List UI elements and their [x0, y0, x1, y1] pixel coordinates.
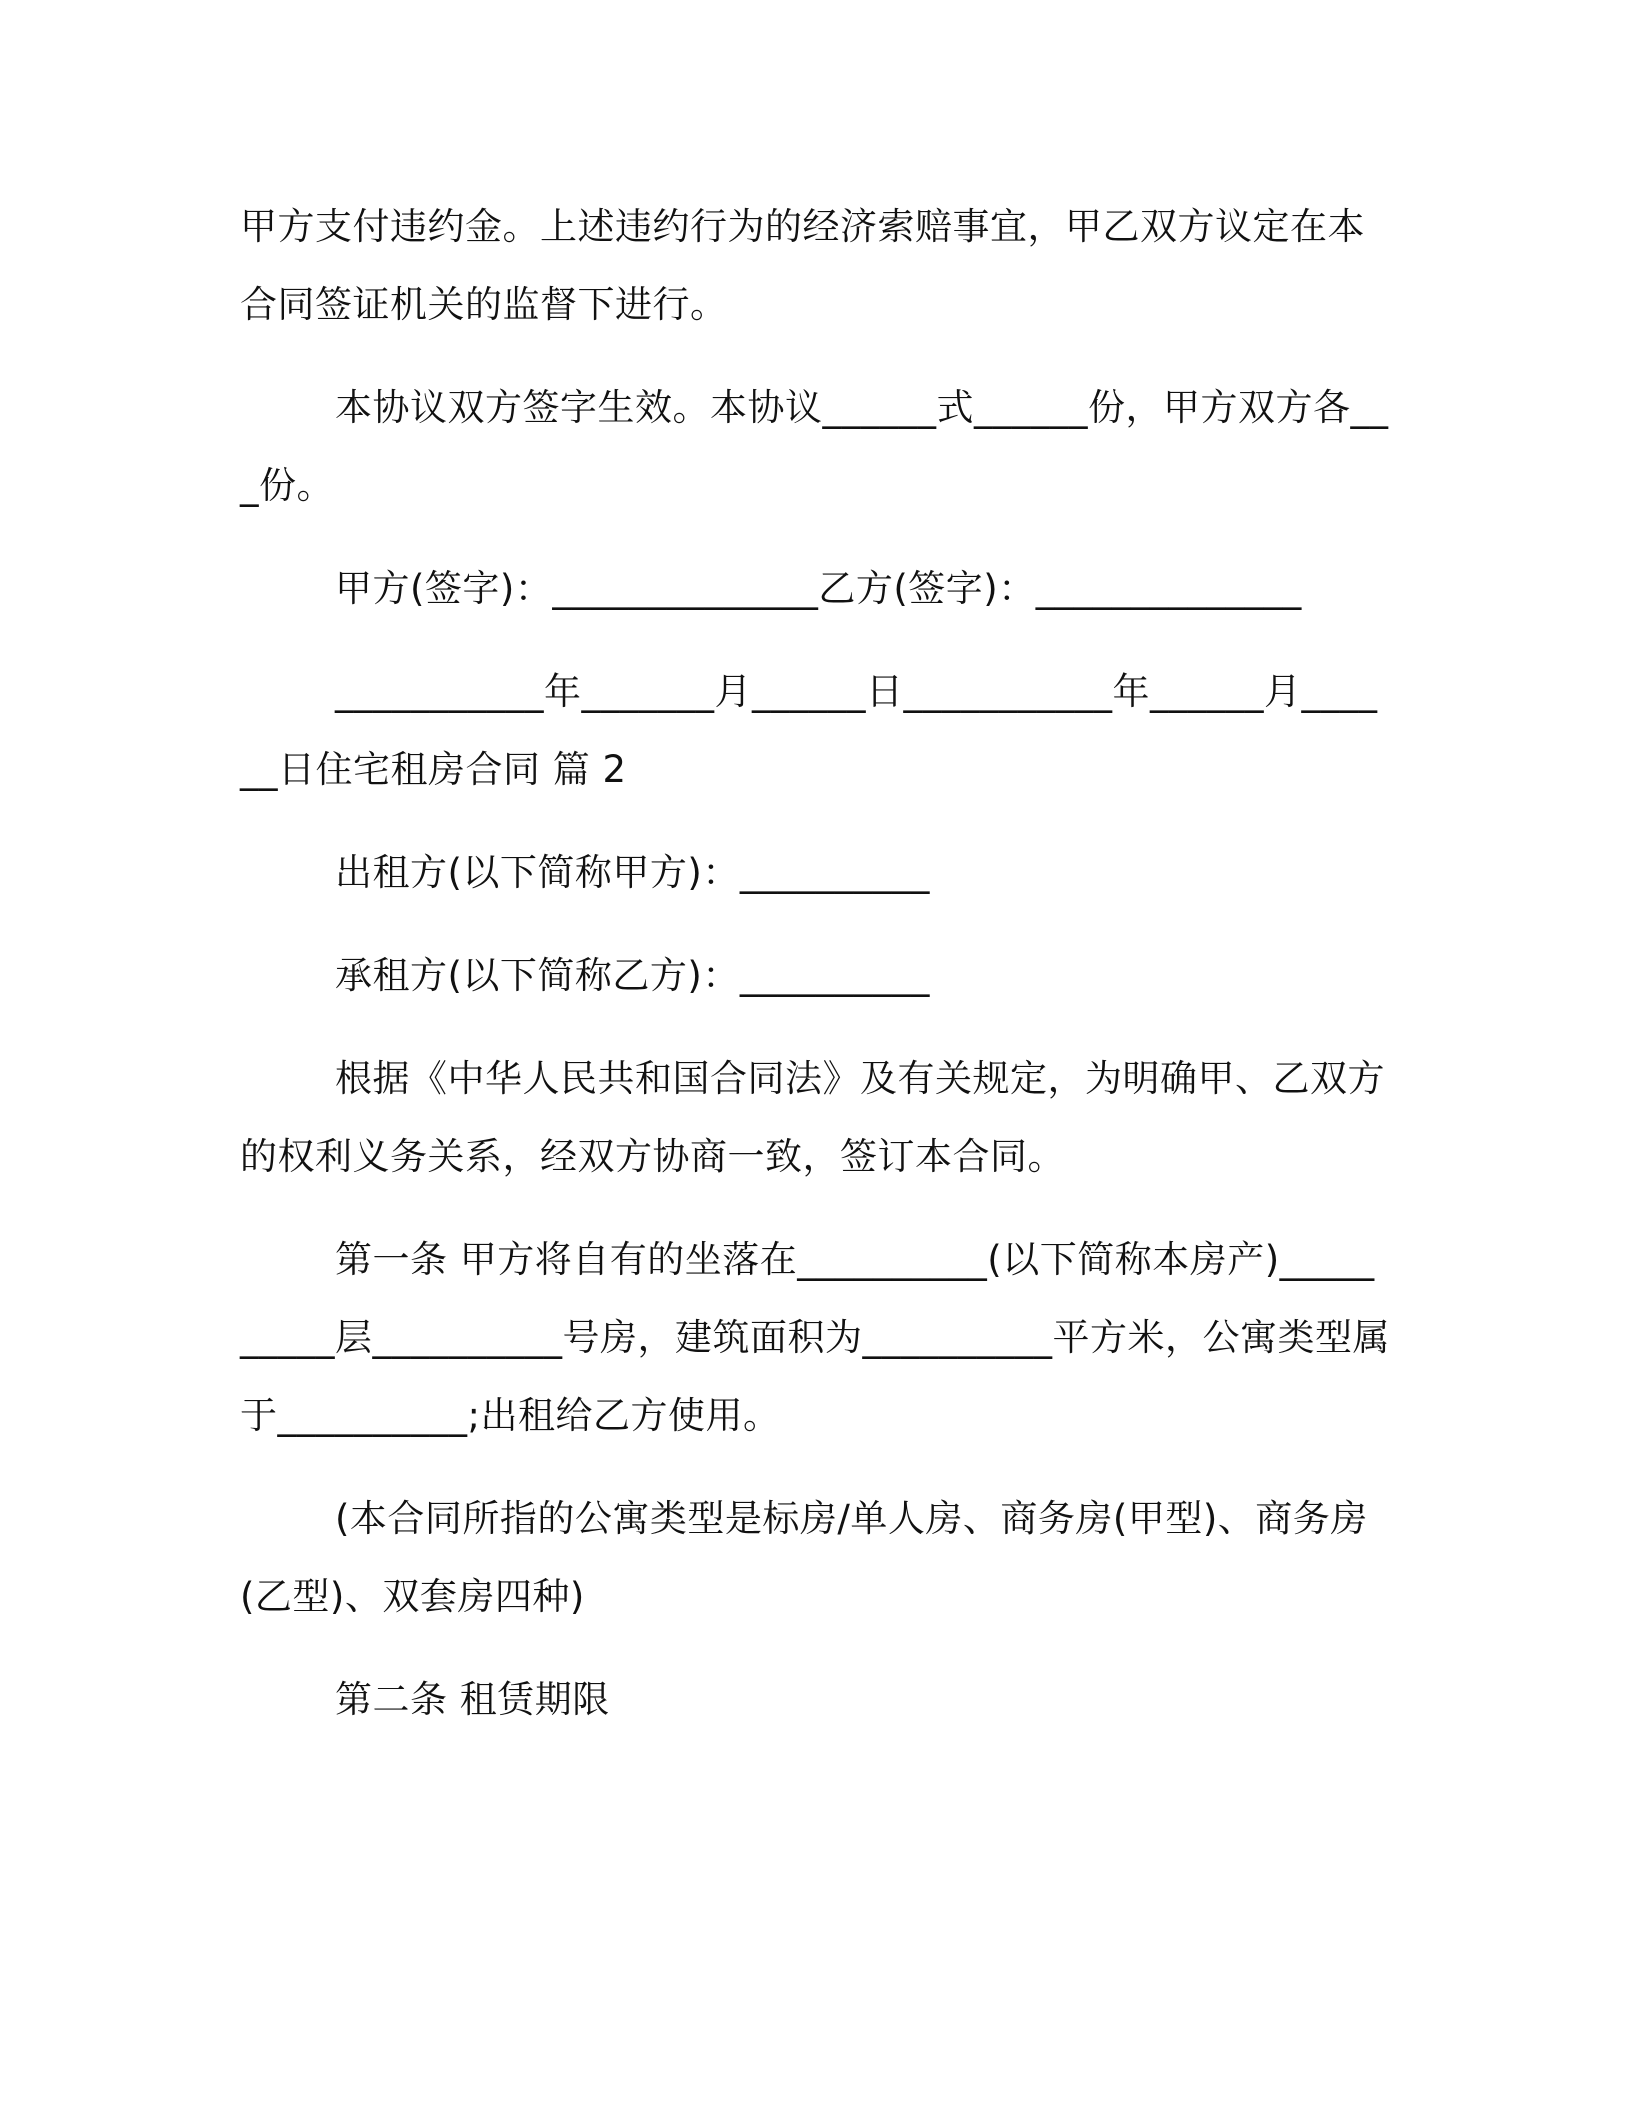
paragraph-signatures: 甲方(签字)：______________乙方(签字)：______________: [335, 567, 1302, 610]
paragraph-lessor: 出租方(以下简称甲方)：__________: [335, 851, 930, 894]
paragraph-legal-basis: 根据《中华人民共和国合同法》及有关规定，为明确甲、乙双方的权利义务关系，经双方协商一致，签订本合同。: [240, 1057, 1385, 1178]
paragraph-article-1: 第一条 甲方将自有的坐落在__________(以下简称本房产)__________层__________号房，建筑面积为__________平方米，公寓类型属于__________;出租给乙方使用。: [240, 1238, 1390, 1437]
paragraph-dates-and-heading: ___________年_______月______日___________年______月______日住宅租房合同 篇 2: [240, 670, 1378, 791]
document-body: [240, 188, 1390, 1764]
paragraph-lessee: 承租方(以下简称乙方)：__________: [335, 954, 930, 997]
paragraph-article-2-heading: 第二条 租赁期限: [335, 1678, 610, 1721]
paragraph-apartment-types: (本合同所指的公寓类型是标房/单人房、商务房(甲型)、商务房(乙型)、双套房四种): [240, 1497, 1368, 1618]
paragraph-penalty-continuation: 甲方支付违约金。上述违约行为的经济索赔事宜，甲乙双方议定在本合同签证机关的监督下进行。: [240, 205, 1365, 326]
paragraph-agreement-copies: 本协议双方签字生效。本协议______式______份，甲方双方各___份。: [240, 386, 1389, 507]
